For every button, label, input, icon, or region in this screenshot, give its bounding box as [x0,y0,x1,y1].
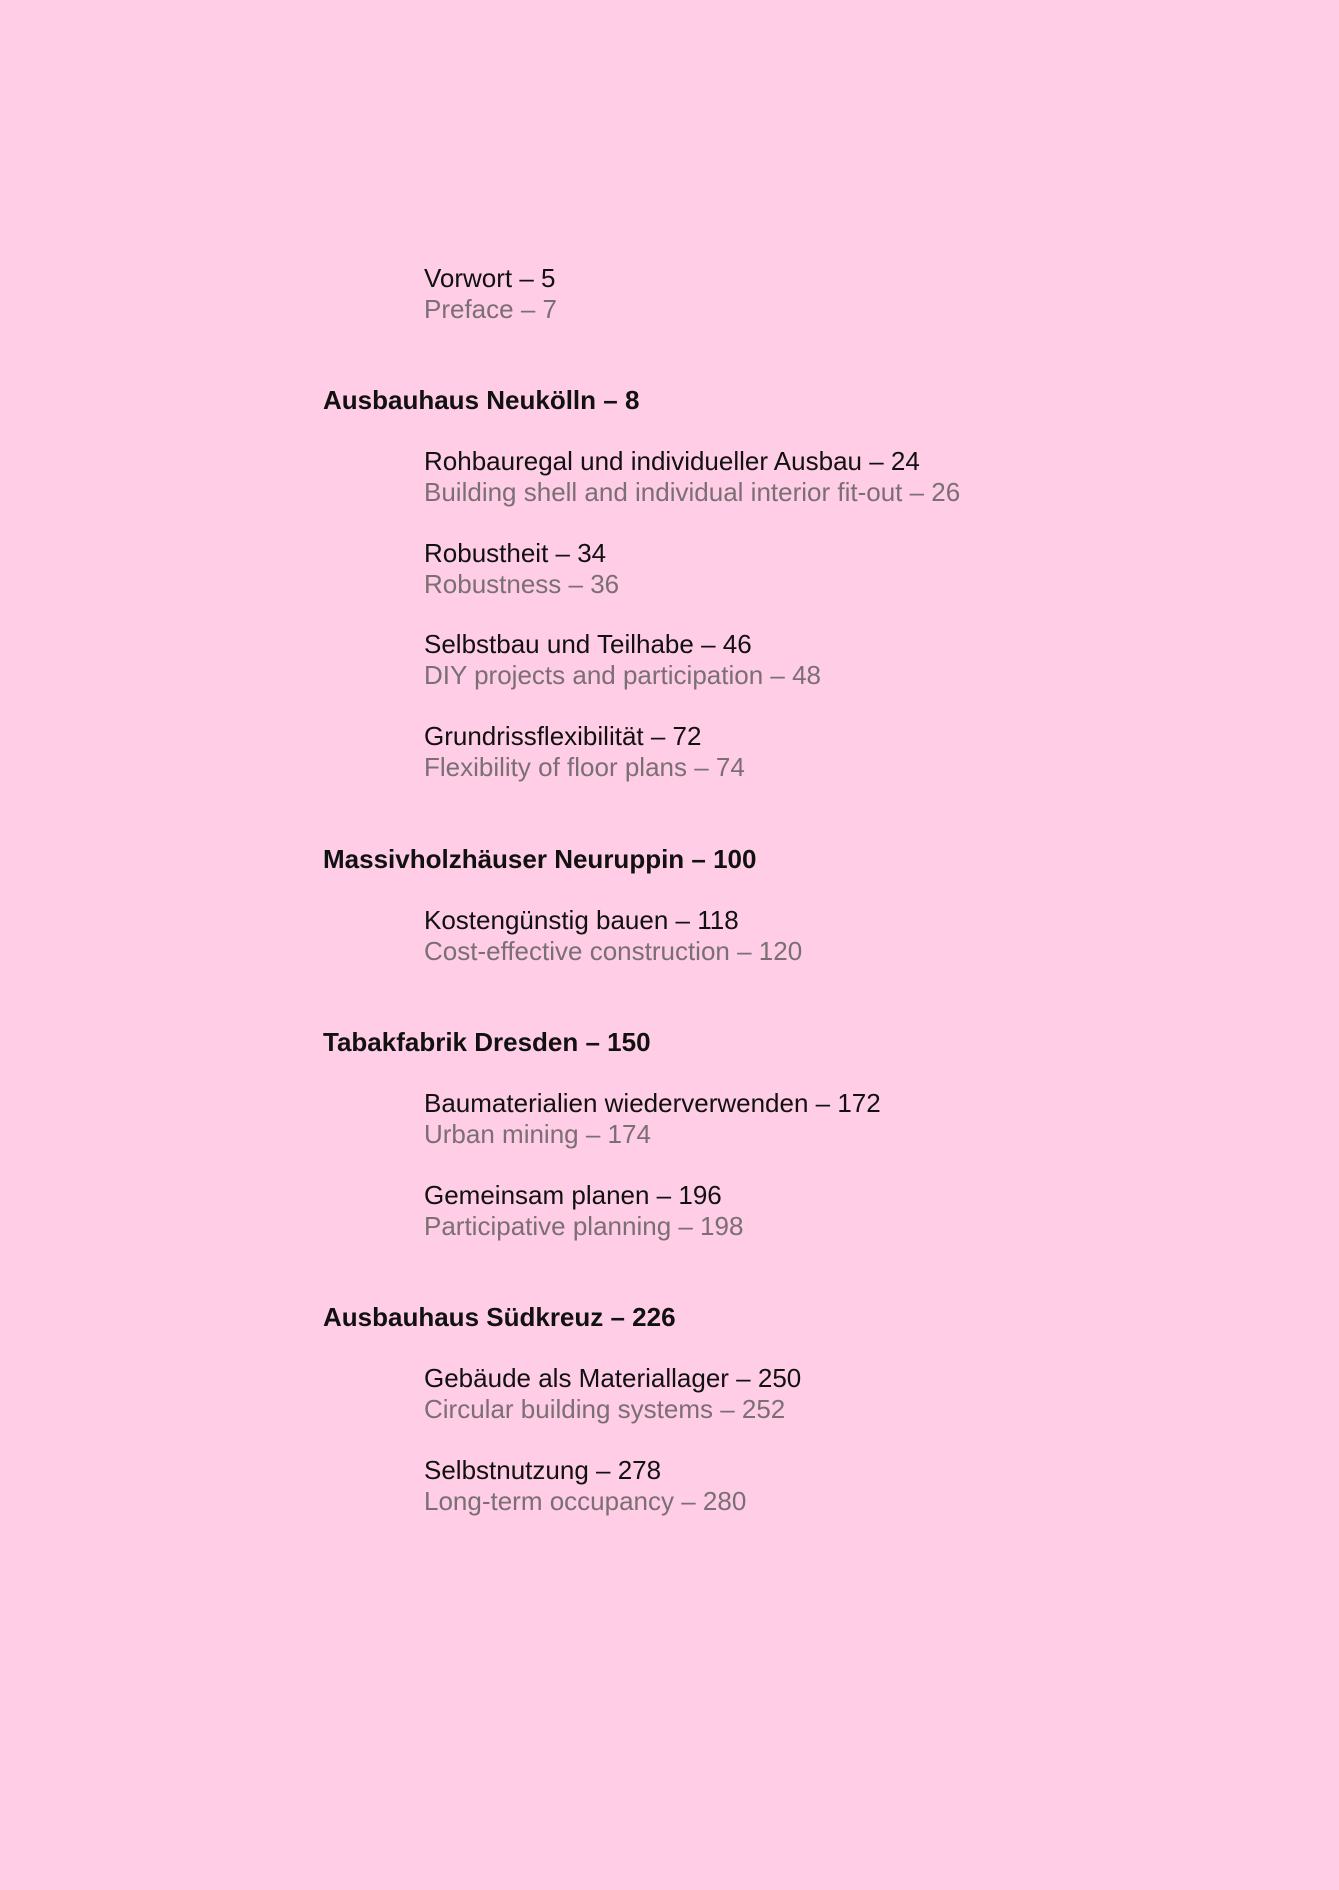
toc-entry [424,905,1224,967]
toc-entry-title-en: DIY projects and participation – 48 [424,660,821,690]
toc-entry [424,1088,1224,1150]
toc-section-heading: Tabakfabrik Dresden – 150 [323,1027,651,1057]
toc-entry [424,721,1224,783]
toc-entry-title-de: Robustheit – 34 [424,538,607,568]
toc-entry-title-de: Gemeinsam planen – 196 [424,1180,722,1210]
toc-entry-title-en: Cost-effective construction – 120 [424,936,803,966]
toc-entry-title-en: Long-term occupancy – 280 [424,1486,747,1516]
toc-section-heading: Ausbauhaus Südkreuz – 226 [323,1302,676,1332]
toc-entry [424,446,1224,508]
toc-section-heading: Ausbauhaus Neukölln – 8 [323,385,640,415]
toc-entry [424,1180,1224,1242]
toc-entry [424,1363,1224,1425]
toc-entry-title-de: Kostengünstig bauen – 118 [424,905,739,935]
toc-entry-preface [424,263,1224,325]
toc-entry-title-en: Robustness – 36 [424,569,620,599]
toc-entry [424,629,1224,691]
toc-entry [424,538,1224,600]
toc-entry-title-en: Preface – 7 [424,294,557,324]
toc-entry-title-en: Circular building systems – 252 [424,1394,786,1424]
toc-entry-title-en: Participative planning – 198 [424,1211,744,1241]
toc-entry-title-de: Vorwort – 5 [424,263,556,293]
toc-entry-title-en: Urban mining – 174 [424,1119,651,1149]
toc-entry-title-en: Building shell and individual interior fit-out – 26 [424,477,961,507]
toc-section-heading: Massivholzhäuser Neuruppin – 100 [323,844,757,874]
toc-entry-title-de: Rohbauregal und individueller Ausbau – 24 [424,446,920,476]
toc-entry-title-de: Grundrissflexibilität – 72 [424,721,702,751]
toc-entry [424,1455,1224,1517]
toc-entry-title-de: Selbstnutzung – 278 [424,1455,662,1485]
toc-entry-title-de: Gebäude als Materiallager – 250 [424,1363,802,1393]
toc-entry-title-de: Selbstbau und Teilhabe – 46 [424,629,752,659]
toc-entry-title-en: Flexibility of floor plans – 74 [424,752,745,782]
toc-entry-title-de: Baumaterialien wiederverwenden – 172 [424,1088,881,1118]
